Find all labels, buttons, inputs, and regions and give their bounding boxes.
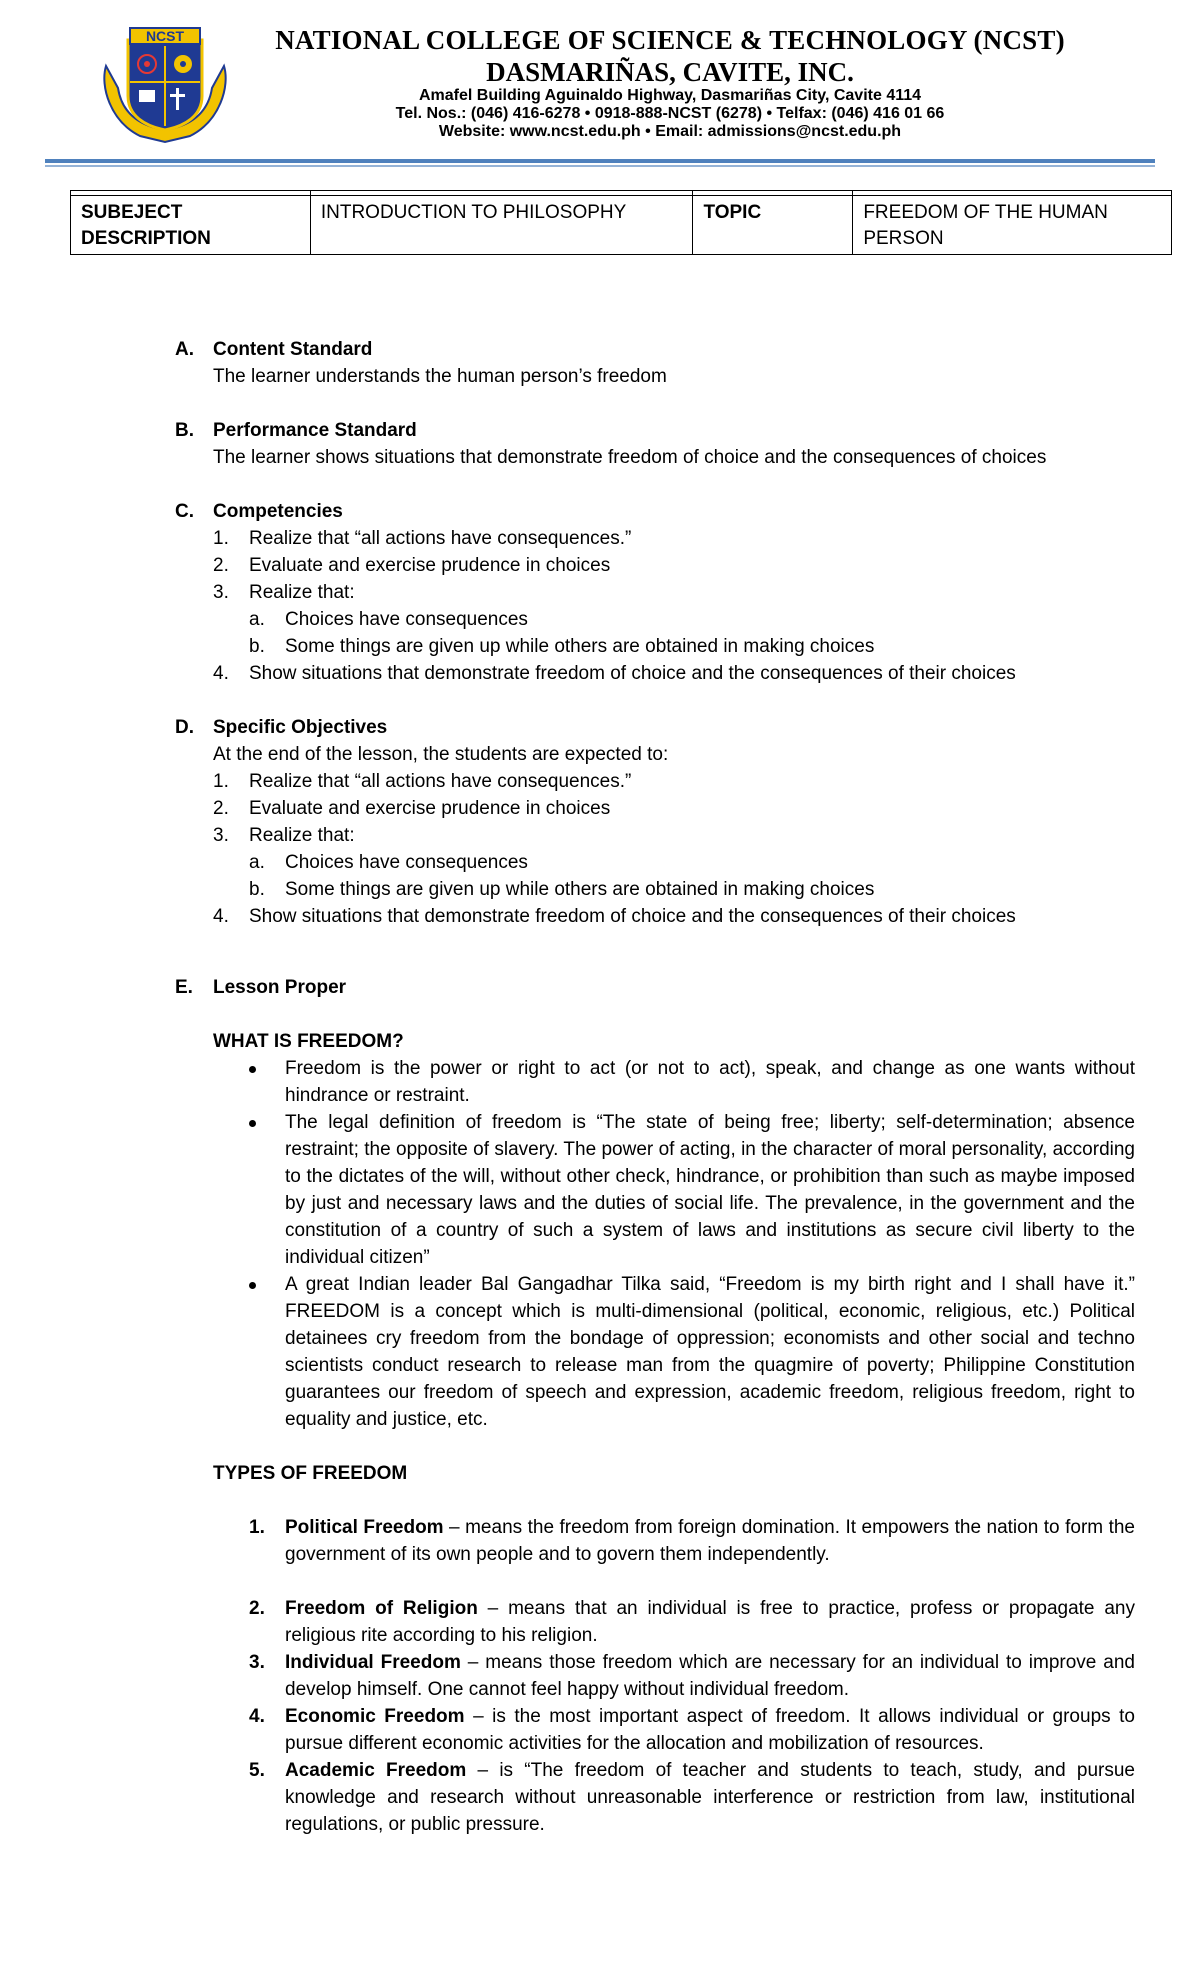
competencies-section: C. Competencies 1. Realize that “all actions have consequences.” 2. Evaluate and exercise prudence in choices 3. Realize that: a. Choices have consequences b. Some things are given up while others are obtained in making choices 4. Show situations that demonstrate freedom of choice and the consequences of their choices: [175, 498, 1135, 687]
specific-objectives-section: D. Specific Objectives At the end of the lesson, the students are expected to: 1. Realize that “all actions have consequences.” 2. Evaluate and exercise prudence in choices 3. Realize that: a. Choices have consequences b. Some things are given up while others are obtained in making choices 4. Show situations that demonstrate freedom of choice and the consequences of their choices: [175, 714, 1135, 930]
performance-standard-section: B. Performance Standard The learner shows situations that demonstrate freedom of choice and the consequences of choices: [175, 417, 1135, 471]
section-title: Lesson Proper: [213, 977, 347, 998]
section-intro: At the end of the lesson, the students are expected to:: [213, 744, 669, 765]
table-row: [71, 196, 1172, 255]
list-item: 3. Individual Freedom – means those freedom which are necessary for an individual to improve and develop himself. One cannot feel happy without individual freedom.: [249, 1652, 1135, 1700]
sub-list-item: a. Choices have consequences: [249, 609, 528, 630]
list-item: 4. Show situations that demonstrate freedom of choice and the consequences of their choices: [213, 906, 1016, 927]
bullet-icon: [249, 1282, 256, 1289]
bullet-icon: [249, 1066, 256, 1073]
section-title: Performance Standard: [213, 420, 417, 441]
subject-description-label: SUBEJECT DESCRIPTION: [71, 196, 311, 255]
list-item: 4. Show situations that demonstrate freedom of choice and the consequences of their choices: [213, 663, 1016, 684]
header-rule: [45, 159, 1155, 163]
list-item: 3. Realize that:: [213, 582, 355, 603]
list-item: 2. Freedom of Religion – means that an individual is free to practice, profess or propagate any religious rite according to his religion.: [249, 1598, 1135, 1646]
institution-phones: Tel. Nos.: (046) 416-6278 • 0918-888-NCST (6278) • Telfax: (046) 416 01 66: [395, 105, 945, 122]
institution-title: NATIONAL COLLEGE OF SCIENCE & TECHNOLOGY (NCST): [275, 25, 1065, 55]
lesson-proper-section: E. Lesson Proper WHAT IS FREEDOM? Freedom is the power or right to act (or not to act), speak, and change as one wants without hindrance or restraint. The legal definition of freedom is “The state of being free; liberty; self-determination; absence restraint; the opposite of slavery. The power of acting, in the character of moral personality, according to the dictates of the will, without other check, hindrance, or prohibition than such as maybe imposed by just and necessary laws and the duties of social life. The prevalence, in the government and the constitution of a country of such a system of laws and institutions as secure civil liberty to the individual citizen” A great Indian leader Bal Gangadhar Tilka said, “Freedom is my birth right and I shall have it.” FREEDOM is a concept which is multi-dimensional (political, economic, religious, etc.) Political detainees cry freedom from the bondage of oppression; economists and other social and techno scientists conduct research to release man from the quagmire of poverty; Philippine Constitution guarantees our freedom of speech and expression, academic freedom, religious freedom, right to equality and justice, etc. TYPES OF FREEDOM 1. Political Freedom – means the freedom from foreign domination. It empowers the nation to form the government of its own people and to govern them independently. 2. Freedom of Religion – means that an individual is free to practice, profess or propagate any religious rite according to his religion. 3. Individual Freedom – means those freedom which are necessary for an individual to improve and develop himself. One cannot feel happy without individual freedom. 4. Economic Freedom – is the most important aspect of freedom. It allows individual or groups to pursue different economic activities for the allocation and mobilization of resources. 5. Academic Freedom – is “The freedom of teacher and students to teach, study, and pursue knowledge and research without unreasonable interference or restriction from law, institutional regulations, or public pressure.: [175, 974, 1135, 1838]
list-item: 1. Realize that “all actions have consequences.”: [213, 528, 632, 549]
institution-address: Amafel Building Aguinaldo Highway, Dasmariñas City, Cavite 4114: [418, 87, 922, 104]
list-item: 1. Realize that “all actions have consequences.”: [213, 771, 632, 792]
institution-subtitle: DASMARIÑAS, CAVITE, INC.: [486, 57, 854, 87]
section-title: Content Standard: [213, 339, 373, 360]
sub-list-item: a. Choices have consequences: [249, 852, 528, 873]
what-is-freedom-heading: WHAT IS FREEDOM?: [213, 1031, 404, 1052]
svg-text:NCST: NCST: [145, 28, 185, 44]
list-item: 2. Evaluate and exercise prudence in choices: [213, 798, 611, 819]
section-title: Specific Objectives: [213, 717, 388, 738]
topic-value: FREEDOM OF THE HUMAN PERSON: [853, 196, 1172, 255]
section-title: Competencies: [213, 501, 343, 522]
list-item: A great Indian leader Bal Gangadhar Tilka said, “Freedom is my birth right and I shall have it.” FREEDOM is a concept which is multi-dimensional (political, economic, religious, etc.) Political detainees cry freedom from the bondage of oppression; economists and other social and techno scientists conduct research to release man from the quagmire of poverty; Philippine Constitution guarantees our freedom of speech and expression, academic freedom, religious freedom, right to equality and justice, etc.: [213, 1271, 1135, 1433]
institution-website: Website: www.ncst.edu.ph • Email: admissions@ncst.edu.ph: [438, 123, 902, 140]
types-of-freedom-heading: TYPES OF FREEDOM: [213, 1463, 408, 1484]
sub-list-item: b. Some things are given up while others are obtained in making choices: [249, 636, 875, 657]
list-item: Freedom is the power or right to act (or not to act), speak, and change as one wants without hindrance or restraint.: [213, 1055, 1135, 1109]
letterhead: [0, 0, 1200, 160]
list-item: 4. Economic Freedom – is the most important aspect of freedom. It allows individual or groups to pursue different economic activities for the allocation and mobilization of resources.: [249, 1706, 1135, 1754]
section-text: The learner understands the human person’s freedom: [213, 366, 667, 387]
topic-label: TOPIC: [693, 196, 853, 255]
lesson-content: [175, 336, 1135, 1865]
content-standard-section: A. Content Standard The learner understands the human person’s freedom: [175, 336, 1135, 390]
subject-description-value: INTRODUCTION TO PHILOSOPHY: [310, 196, 693, 255]
list-item: The legal definition of freedom is “The state of being free; liberty; self-determination; absence restraint; the opposite of slavery. The power of acting, in the character of moral personality, according to the dictates of the will, without other check, hindrance, or prohibition than such as maybe imposed by just and necessary laws and the duties of social life. The prevalence, in the government and the constitution of a country of such a system of laws and institutions as secure civil liberty to the individual citizen”: [213, 1109, 1135, 1271]
list-item: 5. Academic Freedom – is “The freedom of teacher and students to teach, study, and pursue knowledge and research without unreasonable interference or restriction from law, institutional regulations, or public pressure.: [249, 1760, 1135, 1835]
ncst-logo-icon: [100, 26, 230, 144]
subject-info-table: [70, 190, 1172, 255]
list-item: 2. Evaluate and exercise prudence in choices: [213, 555, 611, 576]
bullet-icon: [249, 1120, 256, 1127]
list-item: 1. Political Freedom – means the freedom from foreign domination. It empowers the nation to form the government of its own people and to govern them independently.: [249, 1517, 1135, 1565]
section-text: The learner shows situations that demonstrate freedom of choice and the consequences of choices: [213, 447, 1047, 468]
sub-list-item: b. Some things are given up while others are obtained in making choices: [249, 879, 875, 900]
header-rule-light: [45, 165, 1155, 167]
list-item: 3. Realize that:: [213, 825, 355, 846]
